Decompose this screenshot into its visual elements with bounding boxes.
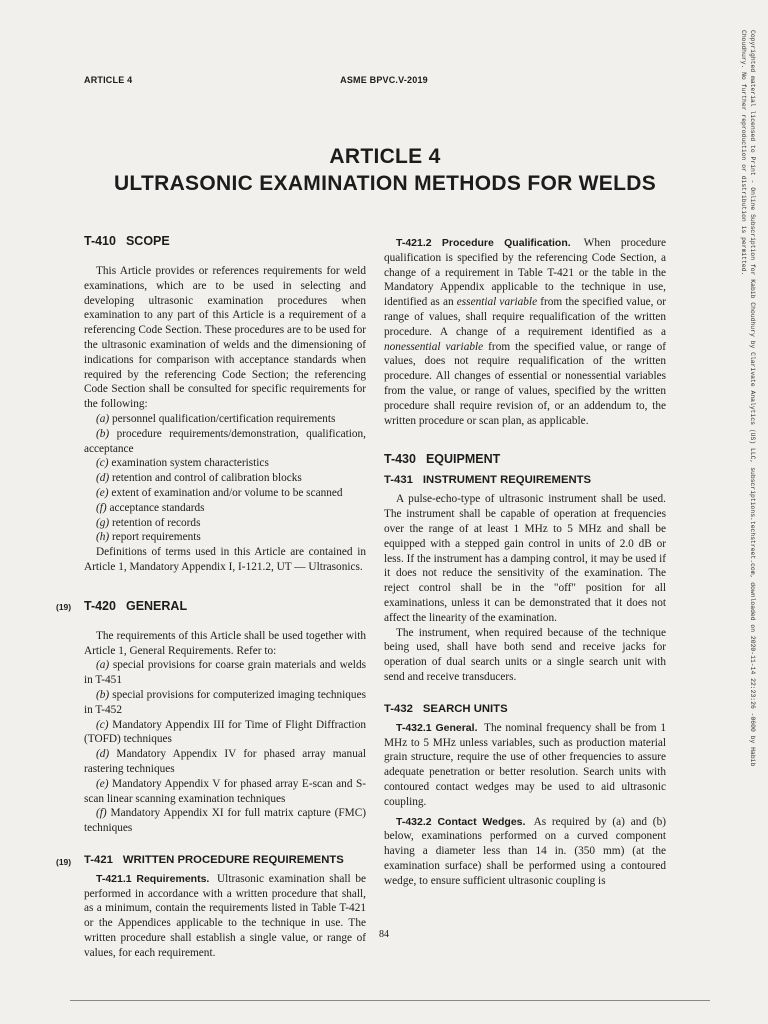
scope-list	[84, 412, 366, 545]
copyright-notice: Copyrighted material licensed to Print - Online Subscription for Kabib Choudhury by Clarivate Analytics (US) LLC, subscriptions.techstreet.com, downloaded on 2020-11-14 22:23:26 -0600 by Habib Choudhury. No further reproduction or distribution is permitted.	[740, 30, 756, 767]
list-item: (a) special provisions for coarse grain materials and welds in T-451	[84, 659, 366, 687]
list-item: (b) special provisions for computerized imaging techniques in T-452	[84, 688, 366, 716]
right-column-content	[384, 236, 666, 888]
general-paragraph: The requirements of this Article shall be used together with Article 1, General Requirements. Refer to:	[84, 629, 366, 657]
section-heading-t421: (19) T-421 WRITTEN PROCEDURE REQUIREMENTS	[56, 853, 344, 867]
contact-wedges-paragraph: T-432.2 Contact Wedges. As required by (a) and (b) below, examinations performed on a curved component having a diameter less than 14 in. (350 mm) (at the examination surface) shall be performed using a contoured wedge, to ensure sufficient ultrasonic coupling is	[384, 815, 666, 887]
list-item: (f) acceptance standards	[96, 501, 205, 514]
revision-tag: (19)	[56, 856, 72, 867]
list-item: (c) Mandatory Appendix III for Time of Flight Diffraction (TOFD) techniques	[84, 718, 366, 746]
section-heading-t420: (19) T-420 GENERAL	[56, 598, 188, 613]
scope-paragraph: This Article provides or references requirements for weld examinations, which are to be used in selecting and developing ultrasonic examination procedures when examination to any part of this Article is a requirement of a referencing Code Section. These procedures are to be used for the ultrasonic examination of welds and the dimensioning of indications for comparison with acceptance standards when required by the referencing Code Section; the referencing Code Section shall be consulted for specific requirements for the following:	[84, 265, 366, 411]
section-heading-t410: T-410 SCOPE	[84, 234, 170, 248]
footer-rule	[70, 1000, 710, 1001]
procedure-qualification-paragraph: T-421.2 Procedure Qualification. When procedure qualification is specified by the referencing Code Section, a change of a requirement in Table T-421 or the table in the Mandatory Appendix applicable to the technique in use, identified as an essential variable from the specified value, or range of values, shall require requalification of the written procedure. A change of a requirement identified as a nonessential variable from the specified value, or range of values, does not require requalification of the written procedure. All changes of essential or nonessential variables from the value, or range of values, specified by the written procedure shall require revision of, or an addendum to, the written procedure or scan plan, as applicable.	[384, 237, 666, 427]
article-title: ULTRASONIC EXAMINATION METHODS FOR WELDS	[113, 172, 657, 195]
general-list	[84, 658, 366, 836]
running-header-standard: ASME BPVC.V-2019	[340, 75, 428, 85]
instrument-paragraph-1: A pulse-echo-type of ultrasonic instrument shall be used. The instrument shall be capable of operation at frequencies over the range of at least 1 MHz to 5 MHz and shall be equipped with a stepped gain control in units of 2.0 dB or less. If the instrument has a damping control, it may be used if it does not reduce the sensitivity of the examination. The reject control shall be in the "off" position for all examinations, unless it can be demonstrated that it does not affect the linearity of the examination.	[384, 493, 666, 624]
list-item: (b) procedure requirements/demonstration, qualification, acceptance	[84, 427, 366, 455]
list-item: (h) report requirements	[96, 531, 201, 544]
list-item: (c) examination system characteristics	[96, 457, 269, 470]
list-item: (d) retention and control of calibration blocks	[96, 472, 302, 485]
article-number-title: ARTICLE 4	[329, 145, 441, 168]
instrument-paragraph-2: The instrument, when required because of the technique being used, shall have both send and receive jacks for operation of dual search units or a single search unit with send and receive transducers.	[384, 626, 666, 683]
list-item: (f) Mandatory Appendix XI for full matrix capture (FMC) techniques	[84, 807, 366, 835]
requirements-paragraph: T-421.1 Requirements. Ultrasonic examination shall be performed in accordance with a written procedure that shall, as a minimum, contain the requirements listed in Table T-421 or the Appendices applicable to the technique in use. The written procedure shall establish a single value, or range of values, for each requirement.	[84, 872, 366, 959]
running-header-article: ARTICLE 4	[84, 75, 133, 85]
list-item: (g) retention of records	[96, 516, 201, 529]
left-column	[56, 234, 366, 961]
page-number: 84	[379, 929, 389, 940]
definitions-paragraph: Definitions of terms used in this Article are contained in Article 1, Mandatory Appendix I, I-121.2, UT — Ultrasonics.	[84, 546, 366, 573]
search-units-general-paragraph: T-432.1 General. The nominal frequency shall be from 1 MHz to 5 MHz unless variables, such as production material grain structure, require the use of other frequencies to assure adequate penetration or better resolution. Search units with contoured contact wedges may be used to aid ultrasonic coupling.	[384, 721, 667, 808]
list-item: (a) personnel qualification/certification requirements	[96, 412, 336, 425]
section-heading-t430: T-430 EQUIPMENT	[384, 452, 501, 467]
section-heading-t432: T-432 SEARCH UNITS	[384, 702, 508, 715]
revision-tag: (19)	[56, 601, 72, 612]
list-item: (e) extent of examination and/or volume to be scanned	[96, 486, 343, 499]
section-heading-t431: T-431 INSTRUMENT REQUIREMENTS	[384, 474, 592, 487]
list-item: (e) Mandatory Appendix V for phased array E-scan and S-scan linear scanning examination techniques	[84, 777, 366, 805]
list-item: (d) Mandatory Appendix IV for phased array manual rastering techniques	[84, 748, 366, 775]
